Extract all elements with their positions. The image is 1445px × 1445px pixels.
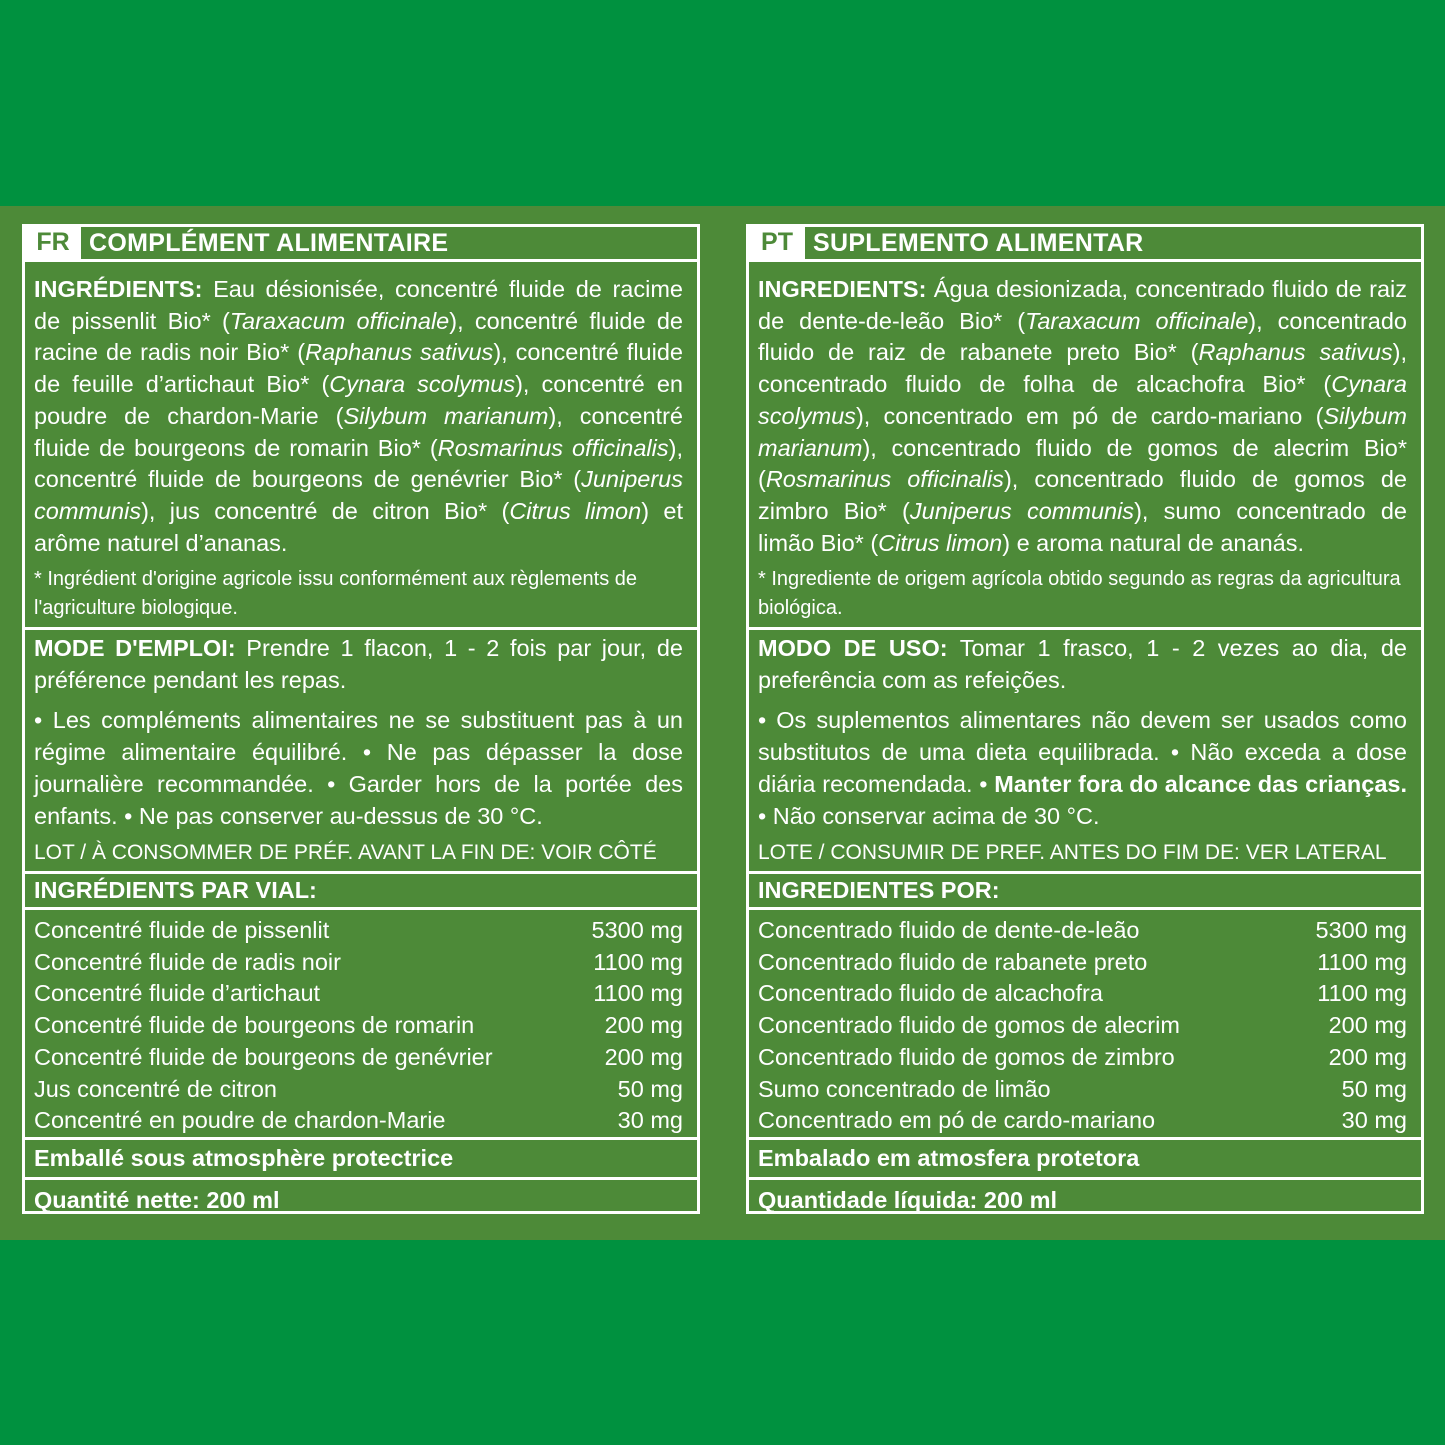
table-row xyxy=(758,1042,1407,1074)
warnings-part: • Os suplementos alimentares não devem ser usados como substitutos de uma dieta equilibrada. • Não exceda a dose diária recomendada. • xyxy=(758,707,1407,797)
panel-pt xyxy=(746,224,1424,1214)
ingredients-part: ), concentré fluide de bourgeons de romarin Bio* ( xyxy=(34,402,683,461)
table-row xyxy=(758,1105,1407,1137)
net-quantity: Quantité nette: 200 ml xyxy=(34,1186,280,1213)
warnings-part: • Não conservar acima de 30 °C. xyxy=(758,802,1100,829)
row-name: Concentré fluide d’artichaut xyxy=(34,980,321,1007)
ingredients-part: ), concentré fluide de feuille d’artichaut Bio* ( xyxy=(34,339,683,398)
table-header: INGREDIENTES POR: xyxy=(749,874,1421,910)
table-row xyxy=(34,1074,683,1106)
ingredients-part: ), concentrado fluido de gomos de alecrim Bio* ( xyxy=(758,434,1407,493)
ingredients-section xyxy=(25,262,697,630)
row-name: Concentré fluide de radis noir xyxy=(34,948,341,975)
row-amount: 5300 mg xyxy=(1315,917,1407,943)
ingredients-table xyxy=(25,910,697,1140)
row-amount: 200 mg xyxy=(1328,1043,1407,1070)
table-row xyxy=(34,1042,683,1074)
row-amount: 1100 mg xyxy=(593,980,683,1007)
ingredients-part: ), concentrado fluido de folha de alcachofra Bio* ( xyxy=(758,339,1407,398)
ingredients-part: ), sumo concentrado de limão Bio* ( xyxy=(758,497,1407,556)
panel-title: COMPLÉMENT ALIMENTAIRE xyxy=(89,228,449,257)
panel-header xyxy=(749,227,1421,262)
ingredients-part: ), concentrado fluido de raiz de rabanete preto Bio* ( xyxy=(758,307,1407,366)
latin-name: Raphanus sativus xyxy=(1198,339,1393,366)
row-name: Jus concentré de citron xyxy=(34,1075,277,1102)
ingredients-label: INGREDIENTS: xyxy=(758,276,927,302)
ingredients-part: ), concentré en poudre de chardon-Marie ( xyxy=(34,371,683,429)
language-badge: FR xyxy=(25,227,81,259)
ingredients-part: Água desionizada, concentrado fluido de raiz de dente-de-leão Bio* ( xyxy=(758,276,1407,334)
panel-title: SUPLEMENTO ALIMENTAR xyxy=(813,228,1144,257)
ingredients-part: ) et arôme naturel d’ananas. xyxy=(34,497,683,556)
usage-text xyxy=(758,633,1407,696)
row-name: Concentrado fluido de gomos de zimbro xyxy=(758,1043,1175,1070)
row-name: Concentré fluide de bourgeons de romarin xyxy=(34,1012,475,1039)
table-row xyxy=(758,947,1407,979)
ingredients-text xyxy=(34,274,683,559)
lot-text: LOT / À CONSOMMER DE PRÉF. AVANT LA FIN DE: VOIR CÔTÉ xyxy=(34,841,657,865)
ingredients-section xyxy=(749,262,1421,630)
table-row xyxy=(758,978,1407,1010)
ingredients-part: ), concentrado em pó de cardo-mariano ( xyxy=(855,402,1324,429)
row-amount: 50 mg xyxy=(617,1075,683,1102)
warnings-text: • Les compléments alimentaires ne se substituent pas à un régime alimentaire équilibré. • Ne pas dépasser la dose journalière recommandée. • Garder hors de la portée des enfants. • Ne pas conserver au-dessus de 30 °C. xyxy=(34,707,683,829)
ingredients-table xyxy=(749,910,1421,1140)
warnings-emphasis: Manter fora do alcance das crianças. xyxy=(994,770,1407,797)
row-name: Concentrado fluido de rabanete preto xyxy=(758,948,1148,975)
ingredients-part: ) e aroma natural de ananás. xyxy=(1002,529,1304,556)
table-row xyxy=(34,915,683,947)
latin-name: Silybum marianum xyxy=(758,402,1407,461)
organic-note: * Ingrédient d'origine agricole issu conformément aux règlements de l'agriculture biologique. xyxy=(34,568,638,620)
net-quantity: Quantidade líquida: 200 ml xyxy=(758,1186,1058,1213)
table-row xyxy=(34,947,683,979)
organic-note: * Ingrediente de origem agrícola obtido segundo as regras da agricultura biológica. xyxy=(758,568,1401,620)
usage-instructions: Prendre 1 flacon, 1 - 2 fois par jour, de préférence pendant les repas. xyxy=(34,635,683,693)
table-row xyxy=(34,1010,683,1042)
table-row xyxy=(758,1074,1407,1106)
latin-name: Rosmarinus officinalis xyxy=(765,466,1004,493)
ingredients-text xyxy=(758,274,1407,559)
row-name: Sumo concentrado de limão xyxy=(758,1075,1051,1102)
row-amount: 200 mg xyxy=(604,1012,683,1039)
table-header: INGRÉDIENTS PAR VIAL: xyxy=(25,874,697,910)
latin-name: Cynara scolymus xyxy=(758,371,1407,429)
table-row xyxy=(34,1105,683,1137)
packaging-note: Emballé sous atmosphère protectrice xyxy=(25,1140,697,1180)
latin-name: Juniperus communis xyxy=(34,466,683,524)
row-amount: 50 mg xyxy=(1341,1075,1407,1102)
row-name: Concentré fluide de bourgeons de genévrier xyxy=(34,1043,493,1070)
row-name: Concentrado fluido de dente-de-leão xyxy=(758,917,1140,943)
language-badge: PT xyxy=(749,227,805,259)
ingredients-part: ), concentré fluide de bourgeons de genévrier Bio* ( xyxy=(34,434,683,493)
latin-name: Citrus limon xyxy=(878,529,1003,556)
table-row xyxy=(34,978,683,1010)
latin-name: Juniperus communis xyxy=(909,497,1135,524)
row-amount: 200 mg xyxy=(604,1043,683,1070)
usage-text xyxy=(34,633,683,696)
row-name: Concentré en poudre de chardon-Marie xyxy=(34,1107,446,1134)
table-row xyxy=(758,915,1407,947)
ingredients-part: ), concentrado fluido de gomos de zimbro Bio* ( xyxy=(758,466,1407,524)
usage-label: MODE D'EMPLOI: xyxy=(34,635,236,661)
latin-name: Citrus limon xyxy=(509,497,642,524)
row-amount: 30 mg xyxy=(617,1107,683,1134)
usage-section xyxy=(25,630,697,874)
ingredients-part: Eau désionisée, concentré fluide de racime de pissenlit Bio* ( xyxy=(34,276,683,334)
lot-text: LOTE / CONSUMIR DE PREF. ANTES DO FIM DE: VER LATERAL xyxy=(758,841,1387,865)
panel-header xyxy=(25,227,697,262)
ingredients-part: ), jus concentré de citron Bio* ( xyxy=(141,497,510,524)
latin-name: Cynara scolymus xyxy=(329,371,516,398)
warnings-text xyxy=(758,705,1407,832)
latin-name: Silybum marianum xyxy=(343,402,549,429)
row-name: Concentré fluide de pissenlit xyxy=(34,917,330,943)
latin-name: Rosmarinus officinalis xyxy=(437,434,669,461)
row-amount: 1100 mg xyxy=(1317,948,1407,975)
table-row xyxy=(758,1010,1407,1042)
row-amount: 1100 mg xyxy=(1317,980,1407,1007)
ingredients-label: INGRÉDIENTS: xyxy=(34,276,203,302)
usage-label: MODO DE USO: xyxy=(758,635,948,661)
usage-section xyxy=(749,630,1421,874)
row-amount: 30 mg xyxy=(1341,1107,1407,1134)
row-name: Concentrado fluido de gomos de alecrim xyxy=(758,1012,1180,1039)
latin-name: Raphanus sativus xyxy=(305,339,494,366)
ingredients-part: ), concentré fluide de racine de radis noir Bio* ( xyxy=(34,307,683,366)
row-name: Concentrado fluido de alcachofra xyxy=(758,980,1103,1007)
row-amount: 1100 mg xyxy=(593,948,683,975)
packaging-note: Embalado em atmosfera protetora xyxy=(749,1140,1421,1180)
row-amount: 5300 mg xyxy=(591,917,683,943)
latin-name: Taraxacum officinale xyxy=(229,307,450,334)
latin-name: Taraxacum officinale xyxy=(1025,307,1249,334)
row-name: Concentrado em pó de cardo-mariano xyxy=(758,1107,1156,1134)
panel-fr xyxy=(22,224,700,1214)
usage-instructions: Tomar 1 frasco, 1 - 2 vezes ao dia, de preferência com as refeições. xyxy=(758,635,1407,693)
row-amount: 200 mg xyxy=(1328,1012,1407,1039)
